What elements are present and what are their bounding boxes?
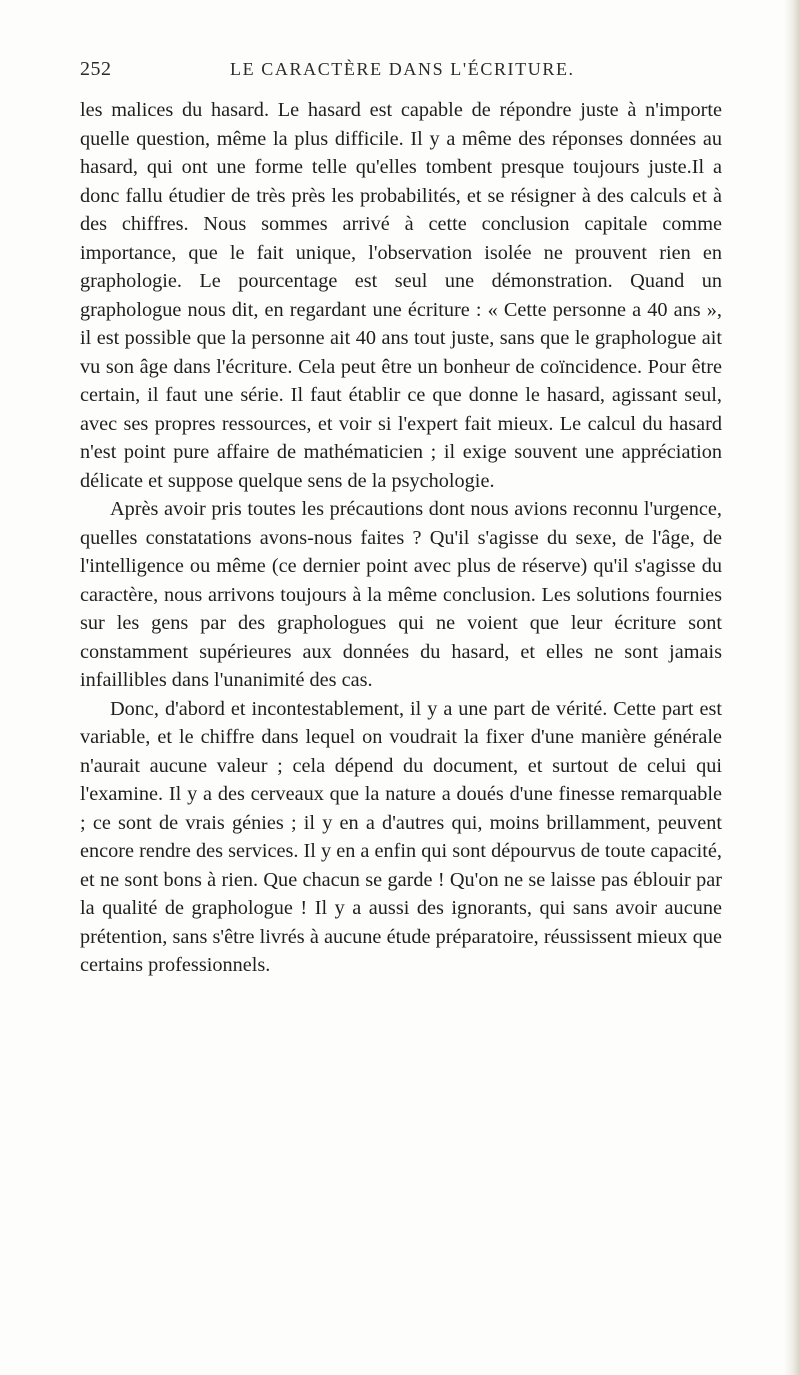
page-number: 252 [80,58,112,80]
paragraph: les malices du hasard. Le hasard est capable de répondre juste à n'importe quelle question, même la plus difficile. Il y a même des réponses données au hasard, qui ont une forme telle qu'elles tombent presque toujours juste.Il a donc fallu étudier de très près les probabilités, et se résigner à des calculs et à des chiffres. Nous sommes arrivé à cette conclusion capitale comme importance, que le fait unique, l'observation isolée ne prouvent rien en graphologie. Le pourcentage est seul une démonstration. Quand un graphologue nous dit, en regardant une écriture : « Cette personne a 40 ans », il est possible que la personne ait 40 ans tout juste, sans que le graphologue ait vu son âge dans l'écriture. Cela peut être un bonheur de coïncidence. Pour être certain, il faut une série. Il faut établir ce que donne le hasard, agissant seul, avec ses propres ressources, et voir si l'expert fait mieux. Le calcul du hasard n'est point pure affaire de mathématicien ; il exige souvent une appréciation délicate et suppose quelque sens de la psychologie. [80,99,722,492]
paragraph: Après avoir pris toutes les précautions dont nous avions reconnu l'urgence, quelles constatations avons-nous faites ? Qu'il s'agisse du sexe, de l'âge, de l'intelligence ou même (ce dernier point avec plus de réserve) qu'il s'agisse du caractère, nous arrivons toujours à la même conclusion. Les solutions fournies sur les gens par des graphologues qui ne voient que leur écriture sont constamment supérieures aux données du hasard, et elles ne sont jamais infaillibles dans l'unanimité des cas. [80,498,722,691]
page-edge-shadow [784,0,800,1375]
paragraph: Donc, d'abord et incontestablement, il y a une part de vérité. Cette part est variable, et le chiffre dans lequel on voudrait la fixer d'une manière générale n'aurait aucune valeur ; cela dépend du document, et surtout de celui qui l'examine. Il y a des cerveaux que la nature a doués d'une finesse remarquable ; ce sont de vrais génies ; il y en a d'autres qui, moins brillamment, peuvent encore rendre des services. Il y en a enfin qui sont dépourvus de toute capacité, et ne sont bons à rien. Que chacun se garde ! Qu'on ne se laisse pas éblouir par la qualité de graphologue ! Il y a aussi des ignorants, qui sans avoir aucune prétention, sans s'être livrés à aucune étude préparatoire, réussissent mieux que certains professionnels. [80,697,722,976]
body-text [80,96,722,980]
page-header [80,58,720,88]
running-title: LE CARACTÈRE DANS L'ÉCRITURE. [230,59,575,79]
